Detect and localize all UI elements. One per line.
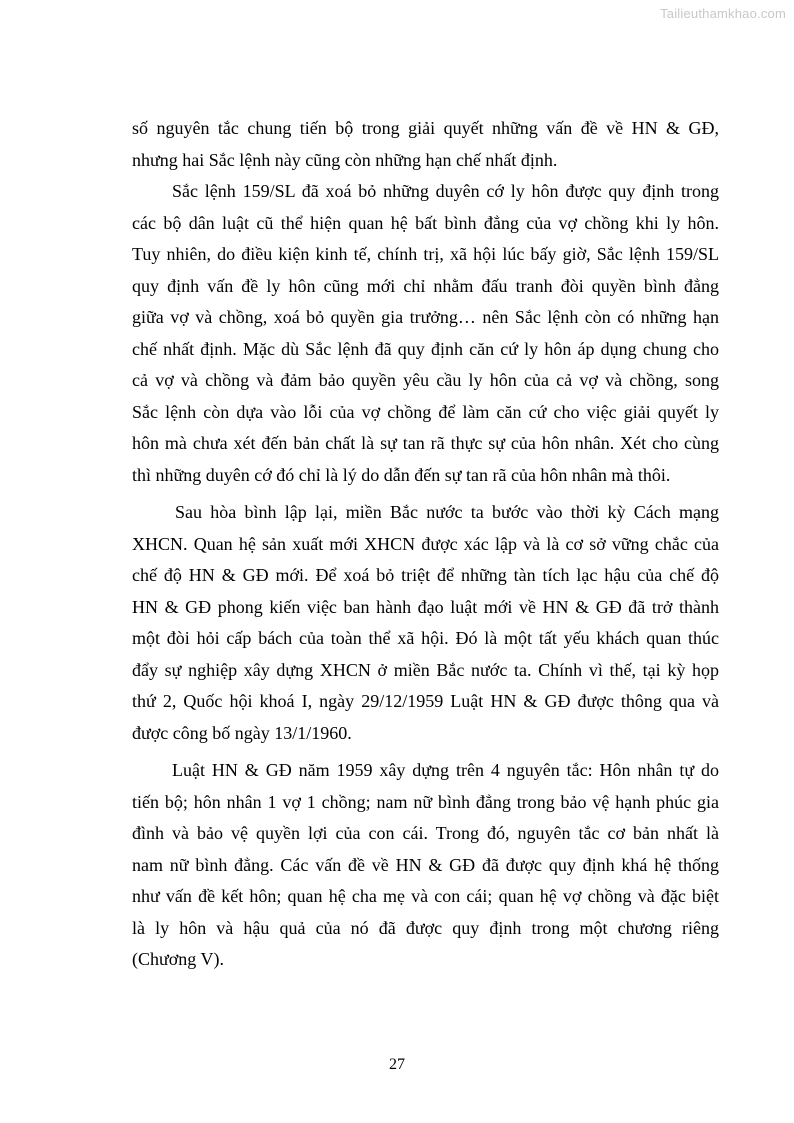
paragraph-line: đình và bảo vệ quyền lợi của con cái. Trong đó, nguyên tắc cơ bản nhất là	[132, 823, 719, 843]
paragraph-line: nam nữ bình đẳng. Các vấn đề về HN & GĐ đã được quy định khá hệ thống	[132, 854, 719, 875]
paragraph-line: Luật HN & GĐ năm 1959 xây dựng trên 4 nguyên tắc: Hôn nhân tự do	[172, 760, 719, 780]
paragraph-line: như vấn đề kết hôn; quan hệ cha mẹ và con cái; quan hệ vợ chồng và đặc biệt	[132, 886, 719, 906]
paragraph-line: hôn mà chưa xét đến bản chất là sự tan rã thực sự của hôn nhân. Xét cho cùng	[132, 433, 719, 453]
paragraph-line: được công bố ngày 13/1/1960.	[132, 722, 352, 743]
paragraph-line: XHCN. Quan hệ sản xuất mới XHCN được xác lập và là cơ sở vững chắc của	[132, 533, 719, 554]
paragraph-1	[132, 113, 719, 176]
watermark-text: Tailieuthamkhao.com	[660, 6, 786, 21]
paragraph-line: (Chương V).	[132, 949, 224, 969]
paragraph-line: đẩy sự nghiệp xây dựng XHCN ở miền Bắc nước ta. Chính vì thế, tại kỳ họp	[132, 659, 719, 680]
paragraph-line: quy định vấn đề ly hôn cũng mới chỉ nhằm đấu tranh đòi quyền bình đẳng	[132, 275, 719, 296]
paragraph-4	[132, 755, 719, 976]
paragraph-3	[132, 497, 719, 749]
paragraph-line: Sắc lệnh 159/SL đã xoá bỏ những duyên cớ ly hôn được quy định trong	[172, 181, 719, 201]
paragraph-line: một đòi hỏi cấp bách của toàn thể xã hội. Đó là một tất yếu khách quan thúc	[132, 628, 719, 648]
paragraph-line: là ly hôn và hậu quả của nó đã được quy định trong một chương riêng	[132, 917, 719, 938]
paragraph-line: tiến bộ; hôn nhân 1 vợ 1 chồng; nam nữ bình đẳng trong bảo vệ hạnh phúc gia	[132, 791, 719, 812]
paragraph-line: các bộ dân luật cũ thể hiện quan hệ bất bình đẳng của vợ chồng khi ly hôn.	[132, 212, 719, 233]
paragraph-line: Sau hòa bình lập lại, miền Bắc nước ta bước vào thời kỳ Cách mạng	[175, 502, 719, 522]
paragraph-line: thứ 2, Quốc hội khoá I, ngày 29/12/1959 Luật HN & GĐ được thông qua và	[132, 691, 719, 711]
paragraph-2	[132, 176, 719, 491]
paragraph-line: Tuy nhiên, do điều kiện kinh tế, chính trị, xã hội lúc bấy giờ, Sắc lệnh 159/SL	[132, 244, 719, 264]
paragraph-line: chế nhất định. Mặc dù Sắc lệnh đã quy định căn cứ ly hôn áp dụng chung cho	[132, 338, 719, 359]
paragraph-line: chế độ HN & GĐ mới. Để xoá bỏ triệt để những tàn tích lạc hậu của chế độ	[132, 565, 719, 585]
paragraph-line: thì những duyên cớ đó chỉ là lý do dẫn đến sự tan rã của hôn nhân mà thôi.	[132, 464, 671, 485]
paragraph-line: HN & GĐ phong kiến việc ban hành đạo luật mới về HN & GĐ đã trở thành	[132, 596, 719, 617]
paragraph-line: Sắc lệnh còn dựa vào lỗi của vợ chồng để làm căn cứ cho việc giải quyết ly	[132, 401, 719, 422]
paragraph-line: nhưng hai Sắc lệnh này cũng còn những hạn chế nhất định.	[132, 149, 558, 170]
paragraph-line: số nguyên tắc chung tiến bộ trong giải quyết những vấn đề về HN & GĐ,	[132, 118, 719, 138]
paragraph-line: giữa vợ và chồng, xoá bỏ quyền gia trưởng… nên Sắc lệnh còn có những hạn	[132, 307, 719, 327]
document-body	[132, 113, 719, 976]
paragraph-line: cả vợ và chồng và đảm bảo quyền yêu cầu ly hôn của cả vợ và chồng, song	[132, 370, 719, 390]
page-number: 27	[389, 1056, 405, 1073]
